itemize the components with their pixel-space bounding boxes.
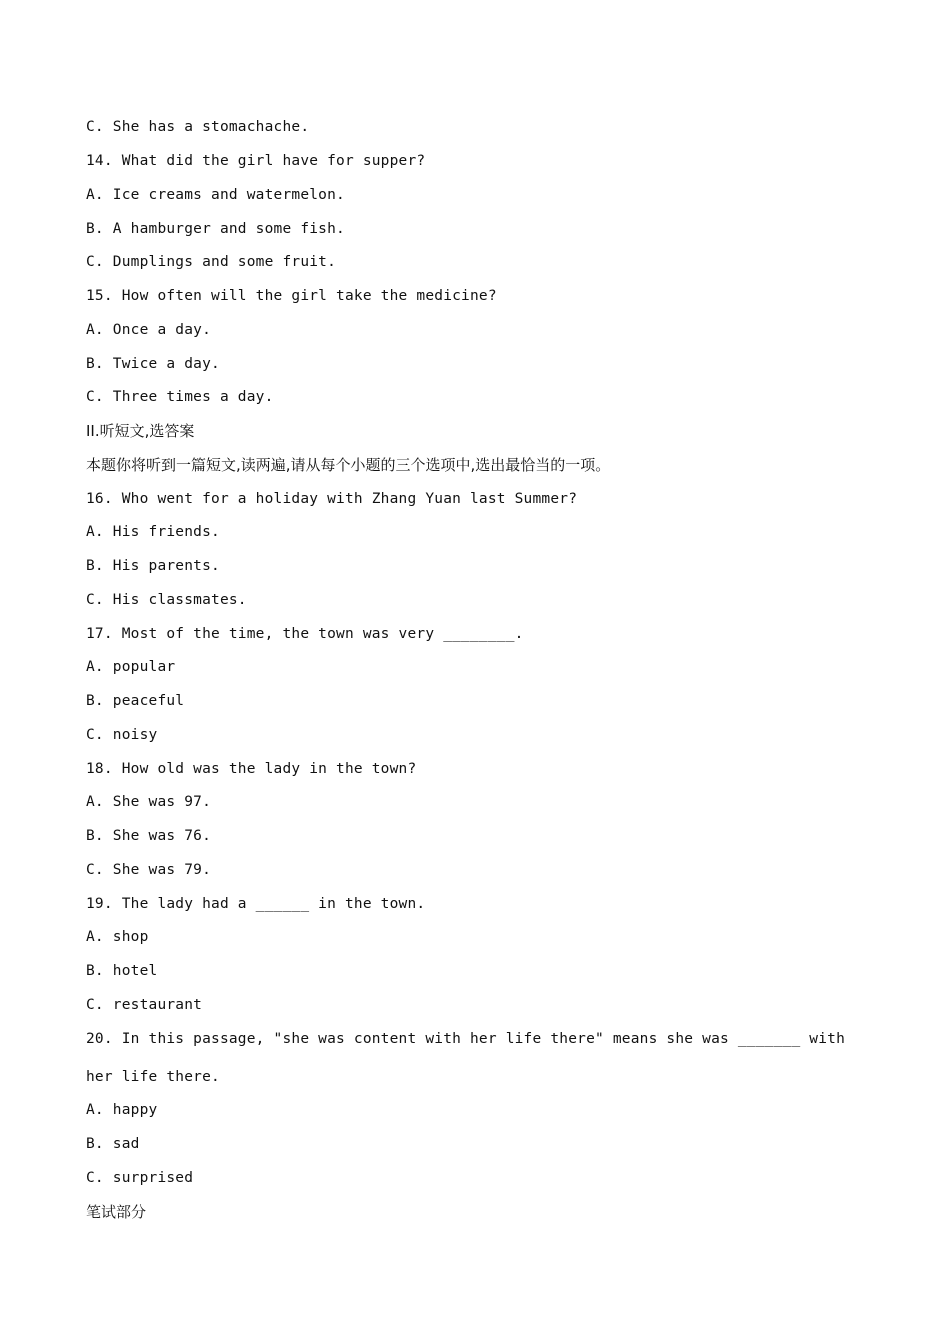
option-15b: B. Twice a day. [86, 356, 220, 372]
option-20c: C. surprised [86, 1170, 194, 1186]
question-15: 15. How often will the girl take the medicine? [86, 288, 497, 304]
option-17a: A. popular [86, 659, 176, 675]
option-13c: C. She has a stomachache. [86, 119, 310, 135]
question-17: 17. Most of the time, the town was very ________. [86, 626, 524, 642]
option-14b: B. A hamburger and some fish. [86, 221, 345, 237]
option-20b: B. sad [86, 1136, 140, 1152]
question-16: 16. Who went for a holiday with Zhang Yuan last Summer? [86, 491, 578, 507]
option-16c: C. His classmates. [86, 592, 247, 608]
option-15c: C. Three times a day. [86, 389, 274, 405]
option-14c: C. Dumplings and some fruit. [86, 254, 337, 270]
option-18a: A. She was 97. [86, 794, 212, 810]
option-19b: B. hotel [86, 963, 158, 979]
option-19a: A. shop [86, 929, 149, 945]
question-20: 20. In this passage, "she was content with her life there" means she was _______ with her life there. [86, 1031, 846, 1085]
option-16a: A. His friends. [86, 524, 220, 540]
option-16b: B. His parents. [86, 558, 220, 574]
question-14: 14. What did the girl have for supper? [86, 153, 426, 169]
option-18b: B. She was 76. [86, 828, 212, 844]
option-17b: B. peaceful [86, 693, 185, 709]
option-15a: A. Once a day. [86, 322, 212, 338]
section-instructions: 本题你将听到一篇短文,读两遍,请从每个小题的三个选项中,选出最恰当的一项。 [86, 456, 611, 474]
option-18c: C. She was 79. [86, 862, 212, 878]
question-19: 19. The lady had a ______ in the town. [86, 896, 426, 912]
option-14a: A. Ice creams and watermelon. [86, 187, 345, 203]
section-heading-written: 笔试部分 [86, 1203, 147, 1221]
section-heading-listening: II.听短文,选答案 [86, 422, 195, 440]
option-20a: A. happy [86, 1102, 158, 1118]
option-19c: C. restaurant [86, 997, 203, 1013]
option-17c: C. noisy [86, 727, 158, 743]
question-18: 18. How old was the lady in the town? [86, 761, 417, 777]
